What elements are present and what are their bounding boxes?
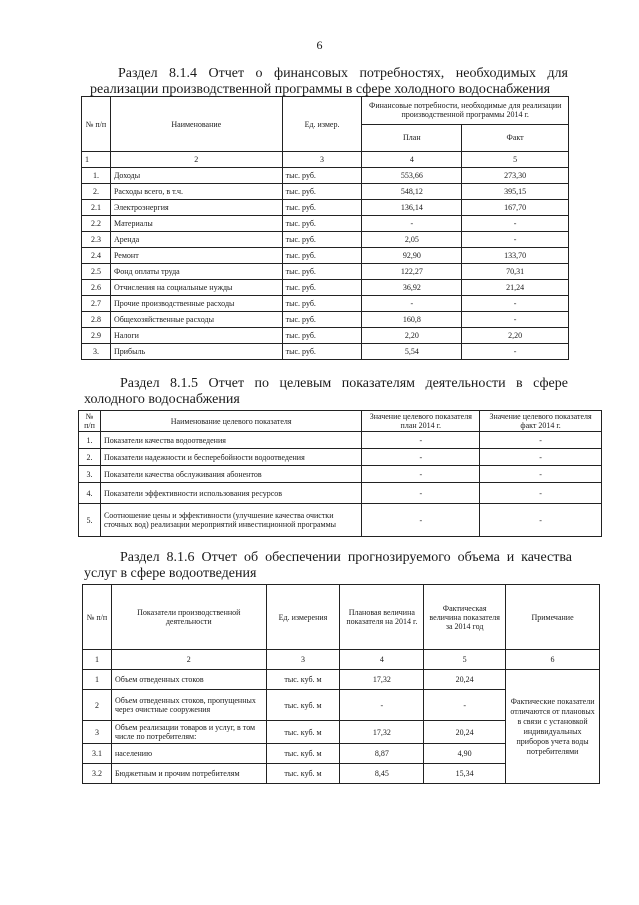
row-num: 3.2 — [83, 764, 112, 784]
row-num: 2. — [82, 184, 111, 200]
row-plan: 548,12 — [362, 184, 462, 200]
row-plan: 8,87 — [340, 744, 424, 764]
row-fact: 20,24 — [424, 721, 506, 744]
header-fact: Значение целевого показателя факт 2014 г. — [480, 411, 602, 432]
table-row — [82, 248, 569, 264]
row-plan: - — [362, 432, 480, 449]
row-fact: - — [462, 232, 569, 248]
row-plan: - — [340, 690, 424, 721]
table-row — [82, 216, 569, 232]
row-num: 2.5 — [82, 264, 111, 280]
table-row — [82, 344, 569, 360]
col-number: 1 — [83, 650, 112, 670]
table-row — [82, 168, 569, 184]
row-fact: 20,24 — [424, 670, 506, 690]
row-num: 2.9 — [82, 328, 111, 344]
financial-needs-table — [81, 96, 569, 360]
row-unit: тыс. куб. м — [266, 721, 340, 744]
row-plan: - — [362, 449, 480, 466]
row-name: Прочие производственные расходы — [110, 296, 282, 312]
table-row — [79, 504, 602, 537]
col-number: 2 — [111, 650, 266, 670]
row-name: Доходы — [110, 168, 282, 184]
section-8-1-6-title-line1: Раздел 8.1.6 Отчет об обеспечении прогнозируемого объема и качества — [120, 550, 572, 565]
row-plan: 2,05 — [362, 232, 462, 248]
section-8-1-5-heading — [84, 376, 568, 408]
row-unit: тыс. куб. м — [266, 744, 340, 764]
row-unit: тыс. куб. м — [266, 670, 340, 690]
row-name: Показатели надежности и бесперебойности водоотведения — [100, 449, 361, 466]
col-number: 5 — [424, 650, 506, 670]
table-row — [79, 483, 602, 504]
section-8-1-5-title-line1: Раздел 8.1.5 Отчет по целевым показателям деятельности в сфере — [120, 376, 568, 391]
header-plan: Значение целевого показателя план 2014 г. — [362, 411, 480, 432]
header-num: № п/п — [79, 411, 101, 432]
row-plan: 160,8 — [362, 312, 462, 328]
row-plan: 36,92 — [362, 280, 462, 296]
row-fact: - — [480, 432, 602, 449]
row-num: 5. — [79, 504, 101, 537]
row-plan: - — [362, 483, 480, 504]
page-number: 6 — [316, 38, 323, 52]
section-8-1-5-title-line2: холодного водоснабжения — [84, 392, 240, 407]
row-plan: - — [362, 466, 480, 483]
col-number: 4 — [340, 650, 424, 670]
row-num: 4. — [79, 483, 101, 504]
row-name: Расходы всего, в т.ч. — [110, 184, 282, 200]
row-unit: тыс. руб. — [282, 312, 362, 328]
table-row — [79, 449, 602, 466]
row-plan: - — [362, 296, 462, 312]
header-financial-needs: Финансовые потребности, необходимые для реализации производственной программы 2014 г. — [362, 97, 569, 125]
header-unit: Ед. измер. — [282, 97, 362, 152]
row-unit: тыс. руб. — [282, 280, 362, 296]
row-fact: - — [480, 504, 602, 537]
row-unit: тыс. руб. — [282, 264, 362, 280]
row-plan: - — [362, 504, 480, 537]
col-number: 3 — [266, 650, 340, 670]
row-unit: тыс. куб. м — [266, 690, 340, 721]
row-unit: тыс. руб. — [282, 328, 362, 344]
row-name: Отчисления на социальные нужды — [110, 280, 282, 296]
row-plan: 92,90 — [362, 248, 462, 264]
row-plan: 553,66 — [362, 168, 462, 184]
section-8-1-4-heading — [90, 66, 568, 98]
row-unit: тыс. руб. — [282, 200, 362, 216]
header-num: № п/п — [83, 585, 112, 650]
row-num: 2. — [79, 449, 101, 466]
row-num: 2.1 — [82, 200, 111, 216]
header-note: Примечание — [506, 585, 600, 650]
row-num: 3 — [83, 721, 112, 744]
row-num: 1. — [79, 432, 101, 449]
header-unit: Ед. измерения — [266, 585, 340, 650]
note-cell: Фактические показатели отличаются от плановых в связи с установкой индивидуальных приборов учета воды потребителями — [506, 670, 600, 784]
row-name: Электроэнергия — [110, 200, 282, 216]
table-row — [82, 232, 569, 248]
col-number: 1 — [82, 152, 111, 168]
table-row — [82, 312, 569, 328]
row-name: Аренда — [110, 232, 282, 248]
row-num: 3. — [79, 466, 101, 483]
header-fact: Фактическая величина показателя за 2014 год — [424, 585, 506, 650]
section-8-1-4-title-line2: реализации производственной программы в сфере холодного водоснабжения — [90, 82, 551, 97]
row-name: Показатели качества водоотведения — [100, 432, 361, 449]
section-8-1-6-heading — [84, 550, 572, 582]
table-row — [82, 280, 569, 296]
row-num: 3.1 — [83, 744, 112, 764]
row-num: 2.6 — [82, 280, 111, 296]
row-plan: 5,54 — [362, 344, 462, 360]
table-row — [82, 264, 569, 280]
row-fact: - — [480, 449, 602, 466]
row-unit: тыс. руб. — [282, 248, 362, 264]
row-fact: 21,24 — [462, 280, 569, 296]
row-name: Объем отведенных стоков — [111, 670, 266, 690]
section-8-1-4-title-line1: Раздел 8.1.4 Отчет о финансовых потребностях, необходимых для — [118, 66, 568, 81]
row-fact: - — [480, 466, 602, 483]
row-name: Показатели эффективности использования ресурсов — [100, 483, 361, 504]
row-fact: 133,70 — [462, 248, 569, 264]
row-fact: 4,90 — [424, 744, 506, 764]
row-fact: - — [480, 483, 602, 504]
row-name: Материалы — [110, 216, 282, 232]
header-num: № п/п — [82, 97, 111, 152]
row-num: 2.4 — [82, 248, 111, 264]
row-num: 1 — [83, 670, 112, 690]
row-num: 2 — [83, 690, 112, 721]
table-row — [82, 328, 569, 344]
service-volume-table — [82, 584, 600, 784]
row-fact: - — [462, 216, 569, 232]
row-name: Налоги — [110, 328, 282, 344]
row-fact: 167,70 — [462, 200, 569, 216]
header-name: Наименование — [110, 97, 282, 152]
row-plan: 17,32 — [340, 721, 424, 744]
row-plan: 2,20 — [362, 328, 462, 344]
row-unit: тыс. куб. м — [266, 764, 340, 784]
row-name: Ремонт — [110, 248, 282, 264]
col-number: 3 — [282, 152, 362, 168]
table-row — [82, 184, 569, 200]
column-number-row — [82, 152, 569, 168]
table-row — [82, 200, 569, 216]
col-number: 5 — [462, 152, 569, 168]
row-name: Показатели качества обслуживания абонентов — [100, 466, 361, 483]
row-name: Соотношение цены и эффективности (улучшение качества очистки сточных вод) реализации мероприятий инвестиционной программы — [100, 504, 361, 537]
col-number: 2 — [110, 152, 282, 168]
row-fact: 15,34 — [424, 764, 506, 784]
header-fact: Факт — [462, 124, 569, 152]
section-8-1-6-title-line2: услуг в сфере водоотведения — [84, 566, 257, 581]
row-fact: - — [424, 690, 506, 721]
row-name: Прибыль — [110, 344, 282, 360]
target-indicators-table — [78, 410, 602, 537]
row-fact: 273,30 — [462, 168, 569, 184]
row-num: 1. — [82, 168, 111, 184]
row-num: 2.2 — [82, 216, 111, 232]
header-name: Показатели производственной деятельности — [111, 585, 266, 650]
row-num: 3. — [82, 344, 111, 360]
header-plan: План — [362, 124, 462, 152]
row-plan: 8,45 — [340, 764, 424, 784]
row-plan: 136,14 — [362, 200, 462, 216]
row-name: Объем реализации товаров и услуг, в том числе по потребителям: — [111, 721, 266, 744]
row-num: 2.7 — [82, 296, 111, 312]
row-unit: тыс. руб. — [282, 216, 362, 232]
row-fact: 2,20 — [462, 328, 569, 344]
row-plan: 122,27 — [362, 264, 462, 280]
table-row — [79, 432, 602, 449]
row-unit: тыс. руб. — [282, 168, 362, 184]
row-fact: - — [462, 344, 569, 360]
table-row — [82, 296, 569, 312]
header-name: Наименование целевого показателя — [100, 411, 361, 432]
table-row — [83, 670, 600, 690]
row-unit: тыс. руб. — [282, 296, 362, 312]
header-plan: Плановая величина показателя на 2014 г. — [340, 585, 424, 650]
col-number: 4 — [362, 152, 462, 168]
col-number: 6 — [506, 650, 600, 670]
row-fact: - — [462, 312, 569, 328]
row-num: 2.8 — [82, 312, 111, 328]
row-unit: тыс. руб. — [282, 344, 362, 360]
table-row — [79, 466, 602, 483]
column-number-row — [83, 650, 600, 670]
row-plan: - — [362, 216, 462, 232]
row-fact: 395,15 — [462, 184, 569, 200]
row-name: Объем отведенных стоков, пропущенных через очистные сооружения — [111, 690, 266, 721]
row-name: Общехозяйственные расходы — [110, 312, 282, 328]
row-num: 2.3 — [82, 232, 111, 248]
row-unit: тыс. руб. — [282, 232, 362, 248]
row-fact: - — [462, 296, 569, 312]
row-plan: 17,32 — [340, 670, 424, 690]
row-name: Фонд оплаты труда — [110, 264, 282, 280]
row-name: населению — [111, 744, 266, 764]
row-fact: 70,31 — [462, 264, 569, 280]
row-name: Бюджетным и прочим потребителям — [111, 764, 266, 784]
row-unit: тыс. руб. — [282, 184, 362, 200]
